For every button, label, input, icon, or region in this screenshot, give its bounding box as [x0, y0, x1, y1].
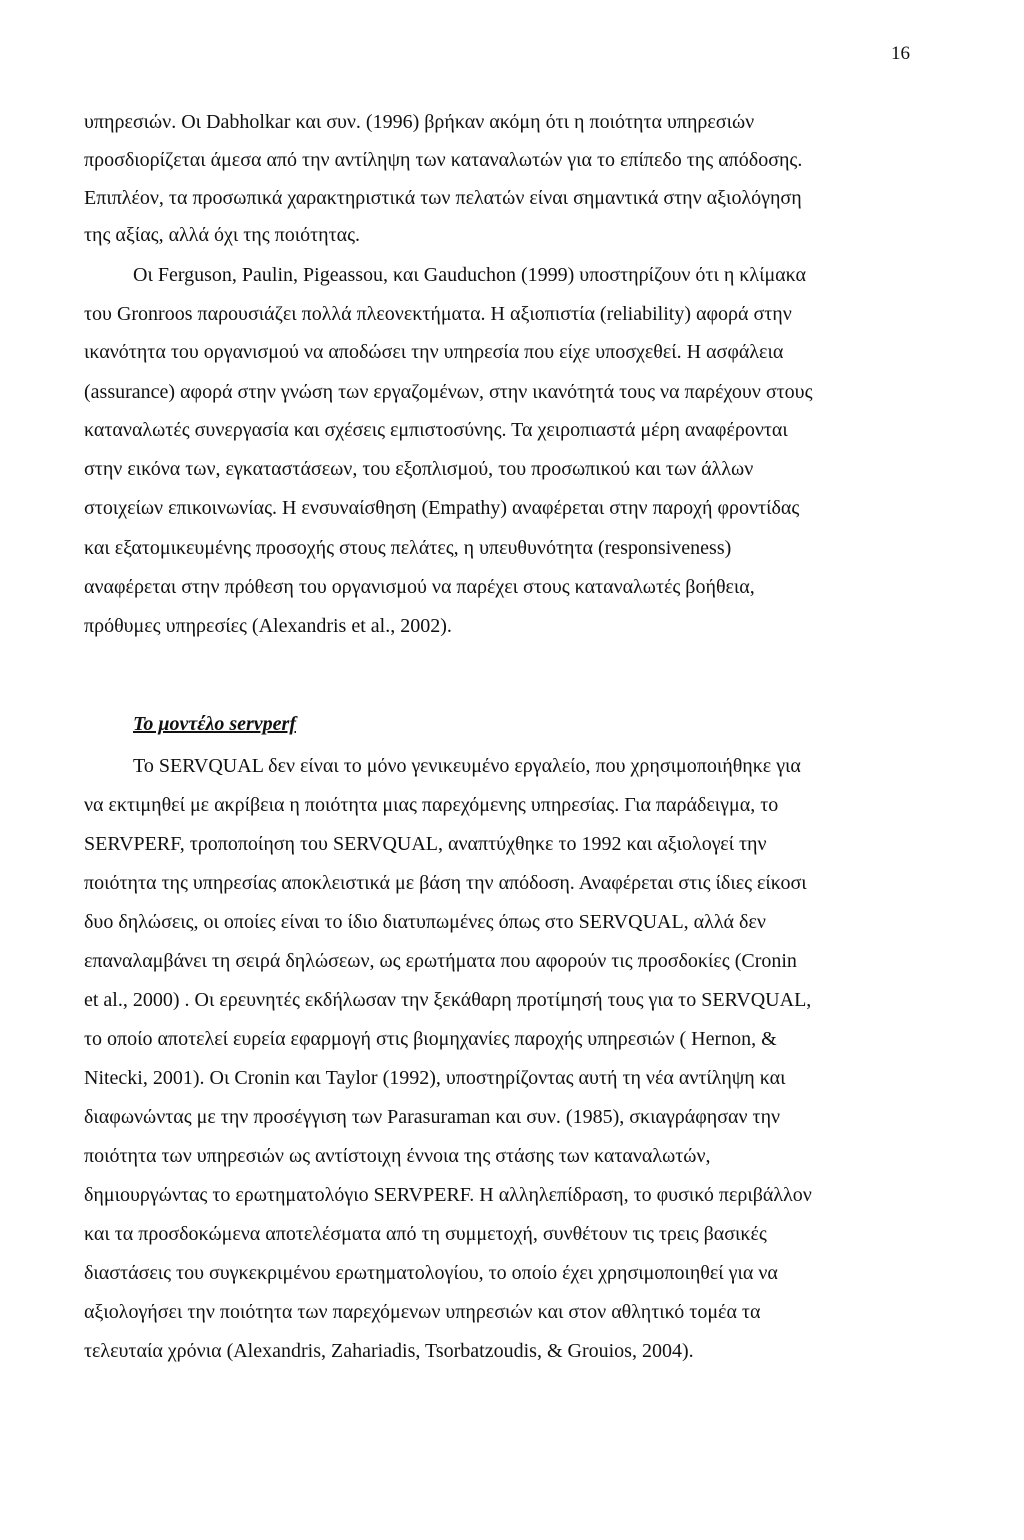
text-line: Οι Ferguson, Paulin, Pigeassou, και Gauduchon (1999) υποστηρίζουν ότι η κλίμακα [133, 264, 807, 286]
text-line: και τα προσδοκώμενα αποτελέσματα από τη συμμετοχή, συνθέτουν τις τρεις βασικές [84, 1223, 767, 1245]
text-line: ποιότητα της υπηρεσίας αποκλειστικά με βάση την απόδοση. Αναφέρεται στις ίδιες είκοσι [84, 872, 807, 894]
text-line: δημιουργώντας το ερωτηματολόγιο SERVPERF. Η αλληλεπίδραση, το φυσικό περιβάλλον [84, 1184, 812, 1206]
text-line: στοιχείων επικοινωνίας. Η ενσυναίσθηση (Empathy) αναφέρεται στην παροχή φροντίδας [84, 497, 800, 519]
text-line: SERVPERF, τροποποίηση του SERVQUAL, αναπτύχθηκε το 1992 και αξιολογεί την [84, 833, 767, 855]
text-line: ικανότητα του οργανισμού να αποδώσει την υπηρεσία που είχε υποσχεθεί. Η ασφάλεια [84, 341, 784, 363]
text-line: το οποίο αποτελεί ευρεία εφαρμογή στις βιομηχανίες παροχής υπηρεσιών ( Hernon, & [84, 1028, 777, 1050]
text-line: να εκτιμηθεί με ακρίβεια η ποιότητα μιας παρεχόμενης υπηρεσίας. Για παράδειγμα, το [84, 794, 779, 816]
text-line: διαστάσεις του συγκεκριμένου ερωτηματολογίου, το οποίο έχει χρησιμοποιηθεί για να [84, 1262, 778, 1284]
text-line: στην εικόνα των, εγκαταστάσεων, του εξοπλισμού, του προσωπικού και των άλλων [84, 458, 754, 480]
text-line: Το SERVQUAL δεν είναι το μόνο γενικευμένο εργαλείο, που χρησιμοποιήθηκε για [133, 755, 801, 777]
text-line: και εξατομικευμένης προσοχής στους πελάτες, η υπευθυνότητα (responsiveness) [84, 537, 732, 559]
text-line: αξιολογήσει την ποιότητα των παρεχόμενων υπηρεσιών και στον αθλητικό τομέα τα [84, 1301, 761, 1323]
text-line: του Gronroos παρουσιάζει πολλά πλεονεκτήματα. Η αξιοπιστία (reliability) αφορά στην [84, 303, 792, 325]
text-line: et al., 2000) . Οι ερευνητές εκδήλωσαν την ξεκάθαρη προτίμησή τους για το SERVQUAL, [84, 989, 812, 1011]
text-line: προσδιορίζεται άμεσα από την αντίληψη των καταναλωτών για το επίπεδο της απόδοσης. [84, 149, 803, 171]
section-heading: Το μοντέλο servperf [133, 713, 296, 735]
text-line: Επιπλέον, τα προσωπικά χαρακτηριστικά των πελατών είναι σημαντικά στην αξιολόγηση [84, 187, 802, 209]
text-line: δυο δηλώσεις, οι οποίες είναι το ίδιο διατυπωμένες όπως στο SERVQUAL, αλλά δεν [84, 911, 766, 933]
text-line: υπηρεσιών. Οι Dabholkar και συν. (1996) βρήκαν ακόμη ότι η ποιότητα υπηρεσιών [84, 111, 755, 133]
text-line: καταναλωτές συνεργασία και σχέσεις εμπιστοσύνης. Τα χειροπιαστά μέρη αναφέρονται [84, 419, 788, 441]
text-line: (assurance) αφορά στην γνώση των εργαζομένων, στην ικανότητά τους να παρέχουν στους [84, 381, 813, 403]
text-line: της αξίας, αλλά όχι της ποιότητας. [84, 224, 361, 246]
text-line: διαφωνώντας με την προσέγγιση των Parasuraman και συν. (1985), σκιαγράφησαν την [84, 1106, 781, 1128]
text-line: αναφέρεται στην πρόθεση του οργανισμού να παρέχει στους καταναλωτές βοήθεια, [84, 576, 755, 598]
text-line: ποιότητα των υπηρεσιών ως αντίστοιχη έννοια της στάσης των καταναλωτών, [84, 1145, 711, 1167]
text-line: πρόθυμες υπηρεσίες (Alexandris et al., 2002). [84, 615, 452, 637]
text-line: Nitecki, 2001). Οι Cronin και Taylor (1992), υποστηρίζοντας αυτή τη νέα αντίληψη και [84, 1067, 786, 1089]
text-line: επαναλαμβάνει τη σειρά δηλώσεων, ως ερωτήματα που αφορούν τις προσδοκίες (Cronin [84, 950, 797, 972]
page-number: 16 [891, 43, 910, 64]
text-line: τελευταία χρόνια (Alexandris, Zahariadis, Tsorbatzoudis, & Grouios, 2004). [84, 1340, 694, 1362]
